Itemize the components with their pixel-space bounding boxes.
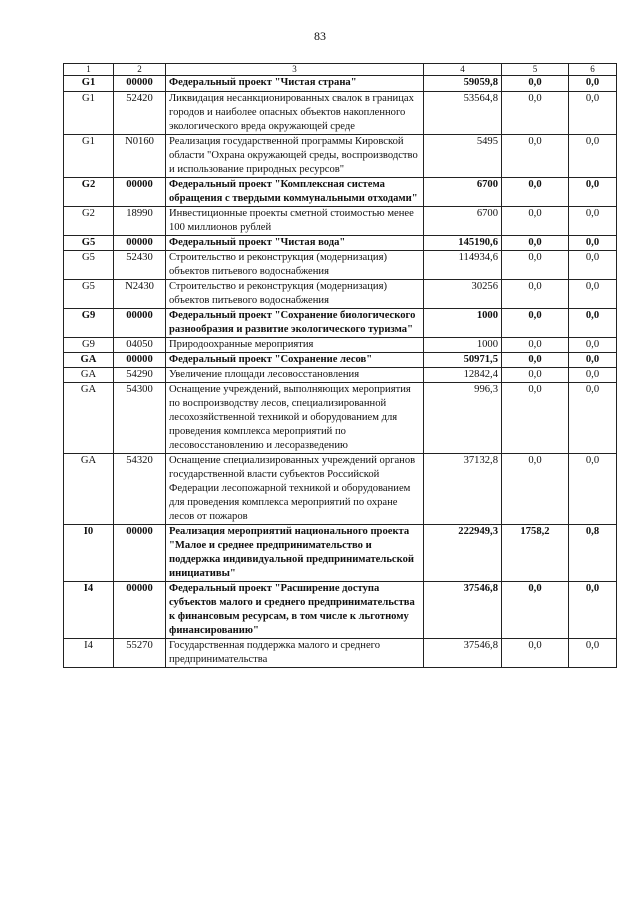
row-value-col5: 0,0 bbox=[502, 135, 569, 178]
row-code-cell: G2 bbox=[64, 207, 114, 236]
row-value-col4: 53564,8 bbox=[424, 92, 502, 135]
row-subcode-cell: 00000 bbox=[114, 353, 166, 368]
table-row bbox=[64, 280, 617, 309]
row-code-cell: G1 bbox=[64, 92, 114, 135]
row-value-col4: 50971,5 bbox=[424, 353, 502, 368]
table-row bbox=[64, 135, 617, 178]
row-value-col5: 1758,2 bbox=[502, 525, 569, 582]
row-code-cell: G5 bbox=[64, 236, 114, 251]
table-row bbox=[64, 309, 617, 338]
row-value-col4: 59059,8 bbox=[424, 76, 502, 92]
row-value-col6: 0,0 bbox=[569, 135, 617, 178]
row-subcode-cell: 00000 bbox=[114, 76, 166, 92]
row-name-cell: Федеральный проект "Чистая страна" bbox=[166, 76, 424, 92]
row-value-col4: 6700 bbox=[424, 207, 502, 236]
row-value-col6: 0,0 bbox=[569, 309, 617, 338]
row-value-col6: 0,0 bbox=[569, 251, 617, 280]
page-number: 83 bbox=[314, 29, 326, 43]
table-row bbox=[64, 525, 617, 582]
row-code-cell: I0 bbox=[64, 525, 114, 582]
row-value-col5: 0,0 bbox=[502, 368, 569, 383]
row-value-col5: 0,0 bbox=[502, 582, 569, 639]
row-name-cell: Государственная поддержка малого и среднего предпринимательства bbox=[166, 639, 424, 668]
row-value-col4: 114934,6 bbox=[424, 251, 502, 280]
row-subcode-cell: N2430 bbox=[114, 280, 166, 309]
table-row bbox=[64, 582, 617, 639]
row-name-cell: Федеральный проект "Расширение доступа субъектов малого и среднего предпринимательства к финансовым ресурсам, в том числе к льготному финансированию" bbox=[166, 582, 424, 639]
row-value-col4: 1000 bbox=[424, 309, 502, 338]
row-value-col4: 37546,8 bbox=[424, 582, 502, 639]
row-subcode-cell: 00000 bbox=[114, 309, 166, 338]
row-subcode-cell: 54300 bbox=[114, 383, 166, 454]
row-subcode-cell: 54290 bbox=[114, 368, 166, 383]
row-code-cell: GA bbox=[64, 383, 114, 454]
row-value-col5: 0,0 bbox=[502, 76, 569, 92]
row-value-col6: 0,0 bbox=[569, 582, 617, 639]
row-value-col6: 0,0 bbox=[569, 454, 617, 525]
table-row bbox=[64, 178, 617, 207]
row-value-col4: 6700 bbox=[424, 178, 502, 207]
column-header: 6 bbox=[569, 64, 617, 76]
row-code-cell: G5 bbox=[64, 251, 114, 280]
row-name-cell: Оснащение учреждений, выполняющих мероприятия по воспроизводству лесов, специализированной лесохозяйственной техникой и оборудованием для проведения комплекса мероприятий по лесовосстановлению и лесоразведению bbox=[166, 383, 424, 454]
row-subcode-cell: 54320 bbox=[114, 454, 166, 525]
table-row bbox=[64, 368, 617, 383]
row-value-col6: 0,0 bbox=[569, 639, 617, 668]
row-value-col6: 0,8 bbox=[569, 525, 617, 582]
row-subcode-cell: 55270 bbox=[114, 639, 166, 668]
row-name-cell: Ликвидация несанкционированных свалок в границах городов и наиболее опасных объектов накопленного экологического вреда окружающей среде bbox=[166, 92, 424, 135]
column-header: 1 bbox=[64, 64, 114, 76]
row-name-cell: Федеральный проект "Комплексная система обращения с твердыми коммунальными отходами" bbox=[166, 178, 424, 207]
row-name-cell: Строительство и реконструкция (модернизация) объектов питьевого водоснабжения bbox=[166, 251, 424, 280]
column-header: 4 bbox=[424, 64, 502, 76]
row-value-col6: 0,0 bbox=[569, 207, 617, 236]
table-row bbox=[64, 76, 617, 92]
row-name-cell: Реализация мероприятий национального проекта "Малое и среднее предпринимательство и поддержка индивидуальной предпринимательской инициативы" bbox=[166, 525, 424, 582]
row-name-cell: Федеральный проект "Сохранение лесов" bbox=[166, 353, 424, 368]
table-row bbox=[64, 251, 617, 280]
column-header: 3 bbox=[166, 64, 424, 76]
table-row bbox=[64, 92, 617, 135]
table-row bbox=[64, 639, 617, 668]
row-value-col4: 37132,8 bbox=[424, 454, 502, 525]
row-subcode-cell: 00000 bbox=[114, 525, 166, 582]
row-value-col5: 0,0 bbox=[502, 454, 569, 525]
row-name-cell: Строительство и реконструкция (модернизация) объектов питьевого водоснабжения bbox=[166, 280, 424, 309]
row-code-cell: GA bbox=[64, 368, 114, 383]
row-value-col4: 37546,8 bbox=[424, 639, 502, 668]
row-value-col5: 0,0 bbox=[502, 178, 569, 207]
row-value-col4: 1000 bbox=[424, 338, 502, 353]
row-code-cell: G1 bbox=[64, 135, 114, 178]
row-subcode-cell: 52420 bbox=[114, 92, 166, 135]
table-row bbox=[64, 236, 617, 251]
row-subcode-cell: 18990 bbox=[114, 207, 166, 236]
row-name-cell: Реализация государственной программы Кировской области "Охрана окружающей среды, воспроизводство и использование природных ресурсов" bbox=[166, 135, 424, 178]
row-value-col5: 0,0 bbox=[502, 251, 569, 280]
row-code-cell: GA bbox=[64, 353, 114, 368]
row-code-cell: G2 bbox=[64, 178, 114, 207]
row-value-col4: 12842,4 bbox=[424, 368, 502, 383]
table-row bbox=[64, 338, 617, 353]
row-subcode-cell: 04050 bbox=[114, 338, 166, 353]
row-value-col6: 0,0 bbox=[569, 178, 617, 207]
row-value-col6: 0,0 bbox=[569, 353, 617, 368]
row-value-col5: 0,0 bbox=[502, 338, 569, 353]
row-subcode-cell: 52430 bbox=[114, 251, 166, 280]
row-code-cell: G9 bbox=[64, 338, 114, 353]
row-subcode-cell: 00000 bbox=[114, 236, 166, 251]
row-value-col5: 0,0 bbox=[502, 353, 569, 368]
row-name-cell: Федеральный проект "Сохранение биологического разнообразия и развитие экологического туризма" bbox=[166, 309, 424, 338]
row-code-cell: G5 bbox=[64, 280, 114, 309]
row-value-col5: 0,0 bbox=[502, 236, 569, 251]
row-code-cell: G9 bbox=[64, 309, 114, 338]
row-value-col4: 996,3 bbox=[424, 383, 502, 454]
row-value-col5: 0,0 bbox=[502, 207, 569, 236]
row-value-col6: 0,0 bbox=[569, 236, 617, 251]
row-value-col6: 0,0 bbox=[569, 383, 617, 454]
header-row bbox=[64, 64, 617, 76]
table-row bbox=[64, 353, 617, 368]
row-value-col5: 0,0 bbox=[502, 309, 569, 338]
row-value-col6: 0,0 bbox=[569, 92, 617, 135]
row-value-col5: 0,0 bbox=[502, 639, 569, 668]
row-code-cell: G1 bbox=[64, 76, 114, 92]
row-code-cell: I4 bbox=[64, 582, 114, 639]
row-value-col6: 0,0 bbox=[569, 280, 617, 309]
row-code-cell: GA bbox=[64, 454, 114, 525]
row-subcode-cell: 00000 bbox=[114, 178, 166, 207]
row-code-cell: I4 bbox=[64, 639, 114, 668]
row-subcode-cell: 00000 bbox=[114, 582, 166, 639]
row-value-col4: 145190,6 bbox=[424, 236, 502, 251]
row-subcode-cell: N0160 bbox=[114, 135, 166, 178]
row-value-col4: 5495 bbox=[424, 135, 502, 178]
row-name-cell: Федеральный проект "Чистая вода" bbox=[166, 236, 424, 251]
row-name-cell: Инвестиционные проекты сметной стоимостью менее 100 миллионов рублей bbox=[166, 207, 424, 236]
column-header: 5 bbox=[502, 64, 569, 76]
row-value-col5: 0,0 bbox=[502, 383, 569, 454]
budget-table bbox=[63, 63, 617, 668]
row-name-cell: Увеличение площади лесовосстановления bbox=[166, 368, 424, 383]
table-row bbox=[64, 207, 617, 236]
row-value-col4: 222949,3 bbox=[424, 525, 502, 582]
row-value-col5: 0,0 bbox=[502, 92, 569, 135]
row-value-col6: 0,0 bbox=[569, 368, 617, 383]
row-value-col6: 0,0 bbox=[569, 76, 617, 92]
table-row bbox=[64, 383, 617, 454]
column-header: 2 bbox=[114, 64, 166, 76]
row-value-col6: 0,0 bbox=[569, 338, 617, 353]
row-value-col5: 0,0 bbox=[502, 280, 569, 309]
row-value-col4: 30256 bbox=[424, 280, 502, 309]
row-name-cell: Оснащение специализированных учреждений органов государственной власти субъектов Российской Федерации лесопожарной техникой и оборудованием для проведения комплекса мероприятий по охране лесов от пожаров bbox=[166, 454, 424, 525]
row-name-cell: Природоохранные мероприятия bbox=[166, 338, 424, 353]
table-row bbox=[64, 454, 617, 525]
